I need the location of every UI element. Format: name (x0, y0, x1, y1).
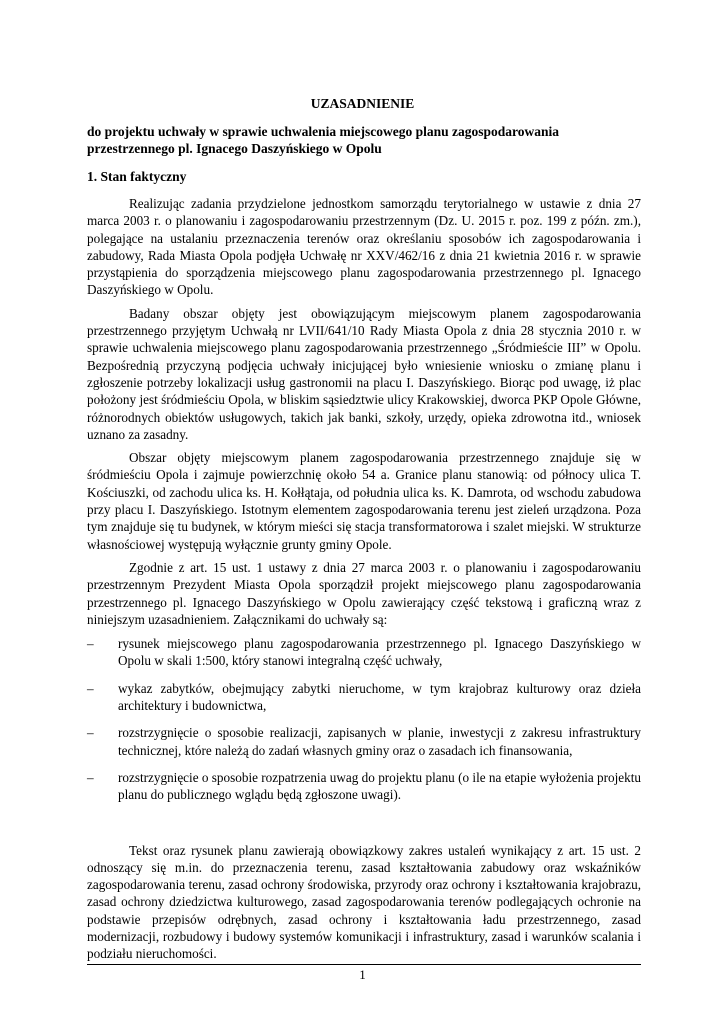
list-item (87, 635, 641, 670)
list-item-text: wykaz zabytków, obejmujący zabytki nieruchome, w tym krajobraz kulturowy oraz dzieła architektury i budownictwa, (118, 680, 641, 714)
paragraph-3: Obszar objęty miejscowym planem zagospodarowania przestrzennego znajduje się w śródmieściu Opola i zajmuje powierzchnię około 54 a. Granice planu stanowią: od północy ulica T. Kościuszki, od zachodu ulica ks. H. Kołłątaja, od południa ulica ks. K. Damrota, od wschodu zabudowa przy placu I. Daszyńskiego. Istotnym elementem zagospodarowania terenu jest zieleń urządzona. Poza tym znajduje się tu budynek, w którym mieści się stacja transformatorowa i szalet miejski. W strukturze własnościowej występują wyłącznie grunty gminy Opole. (87, 450, 641, 552)
paragraph-1: Realizując zadania przydzielone jednostkom samorządu terytorialnego w ustawie z dnia 27 marca 2003 r. o planowaniu i zagospodarowaniu przestrzennym (Dz. U. 2015 r. poz. 199 z późn. zm.), polegające na ustalaniu przeznaczenia terenów oraz określaniu sposobów ich zagospodarowania i zabudowy, Rada Miasta Opola podjęła Uchwałę nr XXV/462/16 z dnia 21 kwietnia 2016 r. w sprawie przystąpienia do sporządzenia miejscowego planu zagospodarowania przestrzennego pl. Ignacego Daszyńskiego w Opolu. (87, 196, 641, 298)
spacer (87, 814, 641, 842)
attachments-list (87, 635, 641, 803)
list-dash: – (87, 680, 94, 696)
page-number: 1 (359, 967, 366, 982)
list-item (87, 769, 641, 804)
list-item (87, 724, 641, 759)
list-dash: – (87, 636, 94, 652)
list-dash: – (87, 725, 94, 741)
document-subtitle: do projektu uchwały w sprawie uchwalenia miejscowego planu zagospodarowania przestrzennego pl. Ignacego Daszyńskiego w Opolu (87, 124, 560, 156)
document-title: UZASADNIENIE (310, 96, 415, 111)
list-dash: – (87, 769, 94, 785)
list-item (87, 680, 641, 715)
section-heading: 1. Stan faktyczny (87, 169, 187, 184)
closing-paragraph: Tekst oraz rysunek planu zawierają obowiązkowy zakres ustaleń wynikający z art. 15 ust. 2 odnoszący się m.in. do przeznaczenia terenu, zasad kształtowania zabudowy oraz wskaźników zagospodarowania terenu, zasad ochrony środowiska, przyrody oraz ochrony i kształtowania krajobrazu, zasad ochrony dziedzictwa kulturowego, zasad zagospodarowania terenów podlegających ochronie na podstawie przepisów odrębnych, zasad ochrony i kształtowania ładu przestrzennego, zasad modernizacji, rozbudowy i budowy systemów komunikacji i infrastruktury, zasad i warunków scalania i podziału nieruchomości. (87, 842, 641, 962)
paragraph-4: Zgodnie z art. 15 ust. 1 ustawy z dnia 27 marca 2003 r. o planowaniu i zagospodarowaniu przestrzennym Prezydent Miasta Opola sporządził projekt miejscowego planu zagospodarowania przestrzennego pl. Ignacego Daszyńskiego w Opolu zawierający część tekstową i graficzną wraz z niniejszym uzasadnieniem. Załącznikami do uchwały są: (87, 559, 641, 627)
footer-divider (87, 964, 641, 965)
list-item-text: rysunek miejscowego planu zagospodarowania przestrzennego pl. Ignacego Daszyńskiego w Opolu w skali 1:500, który stanowi integralną część uchwały, (118, 636, 641, 669)
list-item-text: rozstrzygnięcie o sposobie rozpatrzenia uwag do projektu planu (o ile na etapie wyłożenia projektu planu do publicznego wglądu będą zgłoszone uwagi). (118, 769, 641, 803)
document-body (87, 195, 641, 963)
list-item-text: rozstrzygnięcie o sposobie realizacji, zapisanych w planie, inwestycji z zakresu infrastruktury technicznej, które należą do zadań własnych gminy oraz o zasadach ich finansowania, (118, 725, 641, 758)
paragraph-2: Badany obszar objęty jest obowiązującym miejscowym planem zagospodarowania przestrzennego przyjętym Uchwałą nr LVII/641/10 Rady Miasta Opola z dnia 28 stycznia 2010 r. w sprawie uchwalenia miejscowego planu zagospodarowania przestrzennego „Śródmieście III” w Opolu. Bezpośrednią przyczyną podjęcia uchwały inicjującej było wniesienie wniosku o zmianę planu i zgłoszenie potrzeby lokalizacji usług gastronomii na placu I. Daszyńskiego. Biorąc pod uwagę, iż plac położony jest śródmieściu Opola, w bliskim sąsiedztwie ulicy Krakowskiej, dworca PKP Opole Główne, różnorodnych obiektów usługowych, takich jak banki, szkoły, urzędy, opieka zdrowotna itd., wniosek uznano za zasadny. (87, 305, 641, 442)
